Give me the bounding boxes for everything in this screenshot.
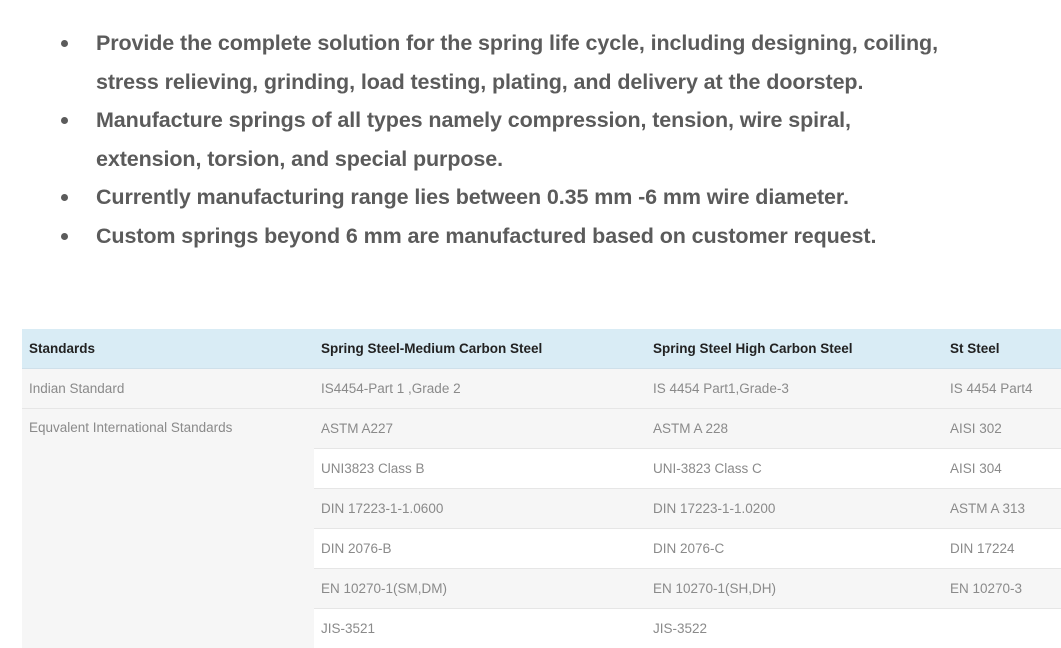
column-header-st-steel: St Steel <box>943 329 1061 369</box>
table-cell: JIS-3521 <box>314 609 646 648</box>
table-cell: EN 10270-3 <box>943 569 1061 609</box>
table-cell: ASTM A227 <box>314 409 646 449</box>
table-cell: AISI 302 <box>943 409 1061 449</box>
column-header-medium-carbon: Spring Steel-Medium Carbon Steel <box>314 329 646 369</box>
table-cell: JIS-3522 <box>646 609 943 648</box>
list-item-text: Provide the complete solution for the spring life cycle, including designing, coiling, stress relieving, grinding, load testing, plating, and delivery at the doorstep. <box>96 31 938 94</box>
table-cell: DIN 2076-B <box>314 529 646 569</box>
table-cell: UNI-3823 Class C <box>646 449 943 489</box>
bullet-icon <box>61 117 68 124</box>
features-list <box>0 24 1061 255</box>
bullet-icon <box>61 233 68 240</box>
column-header-standards: Standards <box>22 329 314 369</box>
row-label-international-standards: Equvalent International Standards <box>22 409 314 648</box>
table-cell: DIN 17224 <box>943 529 1061 569</box>
table-cell: IS4454-Part 1 ,Grade 2 <box>314 369 646 409</box>
table-cell: UNI3823 Class B <box>314 449 646 489</box>
list-item <box>0 24 1061 101</box>
table-cell: ASTM A 313 <box>943 489 1061 529</box>
table-cell <box>943 609 1061 648</box>
list-item <box>0 101 1061 178</box>
row-label-indian-standard: Indian Standard <box>22 369 314 409</box>
table-cell: EN 10270-1(SM,DM) <box>314 569 646 609</box>
table-header-row <box>22 329 1061 369</box>
bullet-icon <box>61 40 68 47</box>
table-row <box>22 369 1061 409</box>
table-cell: DIN 2076-C <box>646 529 943 569</box>
table-row <box>22 409 1061 449</box>
list-item <box>0 178 1061 217</box>
table-cell: DIN 17223-1-1.0600 <box>314 489 646 529</box>
list-item-text: Manufacture springs of all types namely compression, tension, wire spiral, extension, torsion, and special purpose. <box>96 108 851 171</box>
list-item <box>0 217 1061 256</box>
column-header-high-carbon: Spring Steel High Carbon Steel <box>646 329 943 369</box>
table-cell: AISI 304 <box>943 449 1061 489</box>
table-cell: DIN 17223-1-1.0200 <box>646 489 943 529</box>
table-cell: ASTM A 228 <box>646 409 943 449</box>
table-cell: IS 4454 Part4 <box>943 369 1061 409</box>
bullet-icon <box>61 194 68 201</box>
table-cell: IS 4454 Part1,Grade-3 <box>646 369 943 409</box>
list-item-text: Custom springs beyond 6 mm are manufactured based on customer request. <box>96 224 876 248</box>
list-item-text: Currently manufacturing range lies between 0.35 mm -6 mm wire diameter. <box>96 185 849 209</box>
table-cell: EN 10270-1(SH,DH) <box>646 569 943 609</box>
standards-table <box>22 329 1061 648</box>
